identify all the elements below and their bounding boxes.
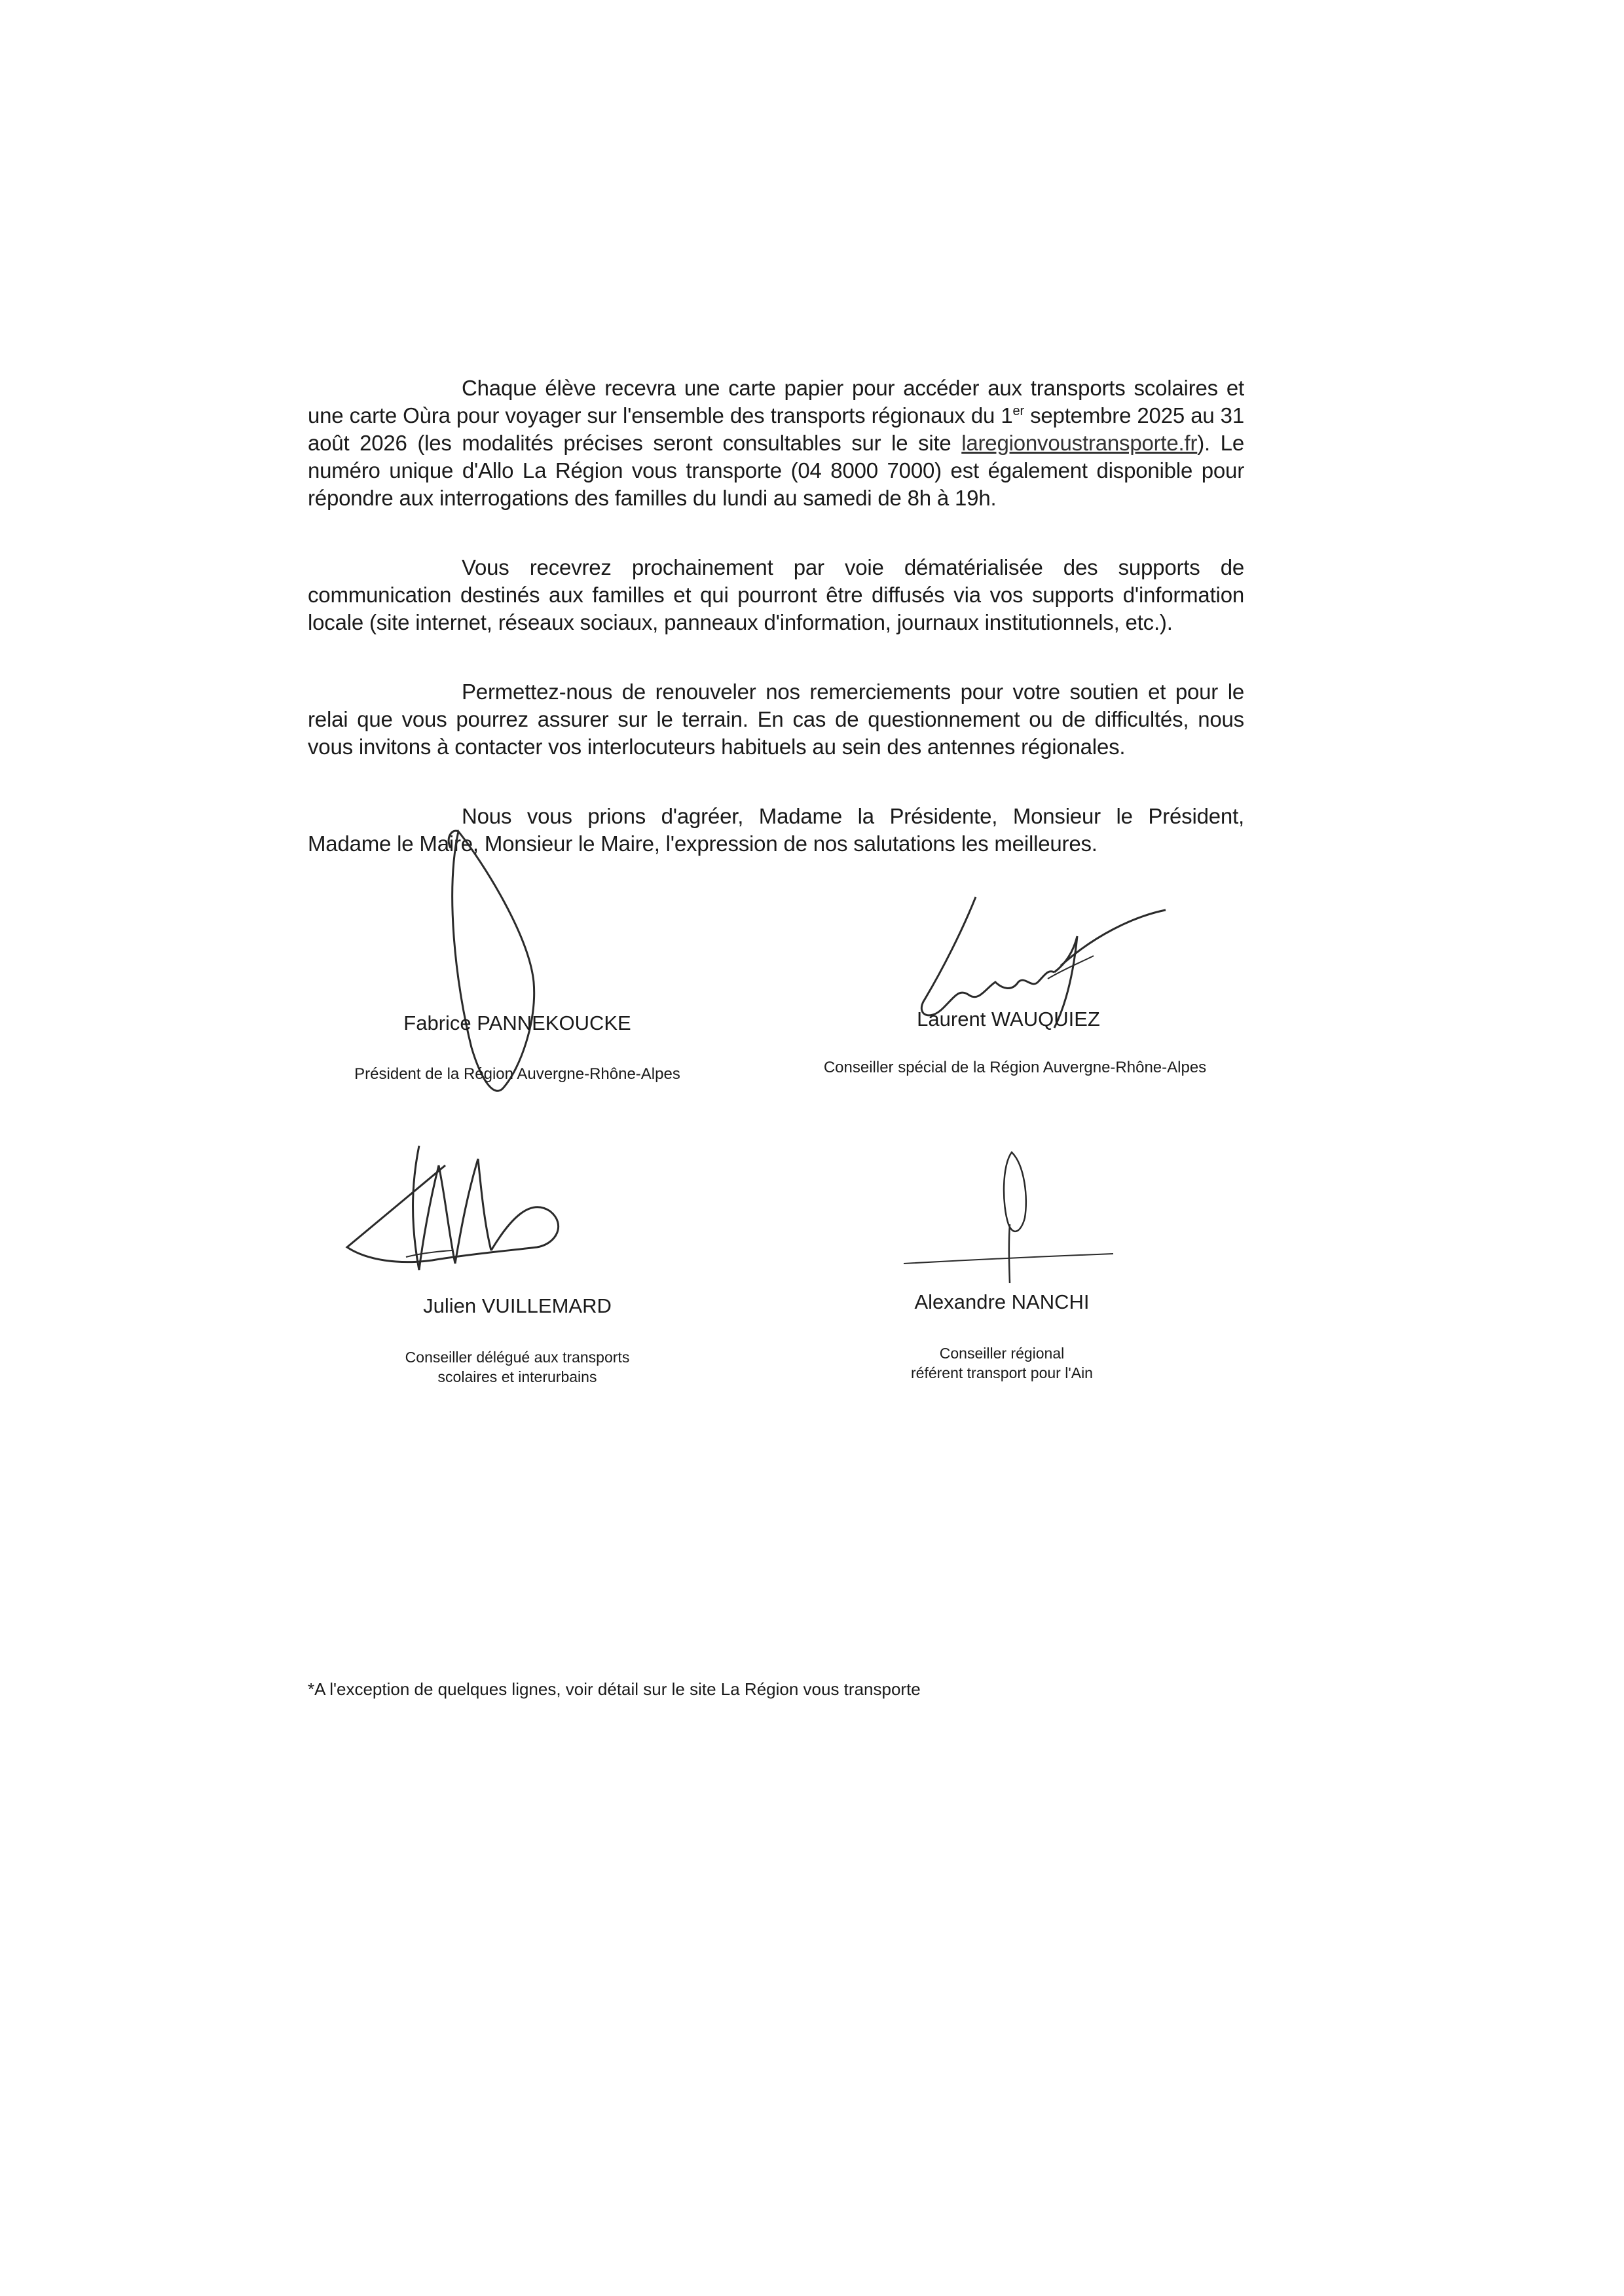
paragraph-cards-text-b: septembre 2025 au 31 août 2026 (les modalités précises seront consultables sur le site (308, 403, 1244, 455)
signatory-name: Fabrice PANNEKOUCKE (403, 1011, 631, 1034)
paragraph-thanks: Permettez-nous de renouveler nos remerciements pour votre soutien et pour le relai que vous pourrez assurer sur le terrain. En cas de questionnement ou de difficultés, nous vous invitons à contacter vos interlocuteurs habituels au sein des antennes régionales. (308, 680, 1244, 759)
signatory-title-block-nanchi (871, 1343, 1133, 1383)
signatory-block-vuillemard (367, 1294, 668, 1319)
signatory-title: Président de la Région Auvergne-Rhône-Alpes (354, 1065, 680, 1083)
paragraph-closing: Nous vous prions d'agréer, Madame la Présidente, Monsieur le Président, Madame le Maire, Monsieur le Maire, l'expression de nos salutations les meilleures. (308, 804, 1244, 856)
signatory-title-block-wauquiez (786, 1058, 1244, 1078)
signatory-name: Laurent WAUQUIEZ (917, 1008, 1100, 1030)
signature-vuillemard (341, 1126, 589, 1290)
footnote: *A l'exception de quelques lignes, voir détail sur le site La Région vous transporte (308, 1679, 921, 1699)
paragraph-cards-text-a: Chaque élève recevra une carte papier pour accéder aux transports scolaires et une carte Oùra pour voyager sur l'ensemble des transports régionaux du 1 (308, 376, 1244, 428)
signatory-title-line2: référent transport pour l'Ain (911, 1364, 1093, 1381)
signatory-block-pannekoucke (341, 1011, 694, 1036)
signatory-name: Julien VUILLEMARD (423, 1294, 612, 1317)
website-link[interactable]: laregionvoustransporte.fr (961, 431, 1198, 455)
signature-nanchi (897, 1126, 1120, 1296)
paragraph-cards (308, 374, 1244, 512)
letter-body (308, 374, 1244, 858)
signatory-block-wauquiez (858, 1007, 1159, 1032)
signatory-name: Alexandre NANCHI (914, 1290, 1090, 1313)
signatory-block-nanchi (871, 1290, 1133, 1315)
signatory-title-line1: Conseiller régional (939, 1345, 1065, 1362)
signatory-title-line1: Conseiller délégué aux transports (405, 1349, 630, 1366)
signatory-title-line2: scolaires et interurbains (437, 1368, 597, 1385)
ordinal-superscript: er (1012, 404, 1024, 418)
signatory-title-block-pannekoucke (308, 1065, 727, 1084)
signatory-title: Conseiller spécial de la Région Auvergne-Rhône-Alpes (823, 1059, 1207, 1076)
paragraph-communication: Vous recevrez prochainement par voie dématérialisée des supports de communication destinés aux familles et qui pourront être diffusés via vos supports d'information locale (site internet, réseaux sociaux, panneaux d'information, journaux institutionnels, etc.). (308, 555, 1244, 634)
paragraph-cards-text-c: ). Le numéro unique d'Allo La Région vous transporte (04 8000 7000) est également disponible pour répondre aux interrogations des familles du lundi au samedi de 8h à 19h. (308, 431, 1244, 510)
signatory-title-block-vuillemard (354, 1347, 681, 1387)
